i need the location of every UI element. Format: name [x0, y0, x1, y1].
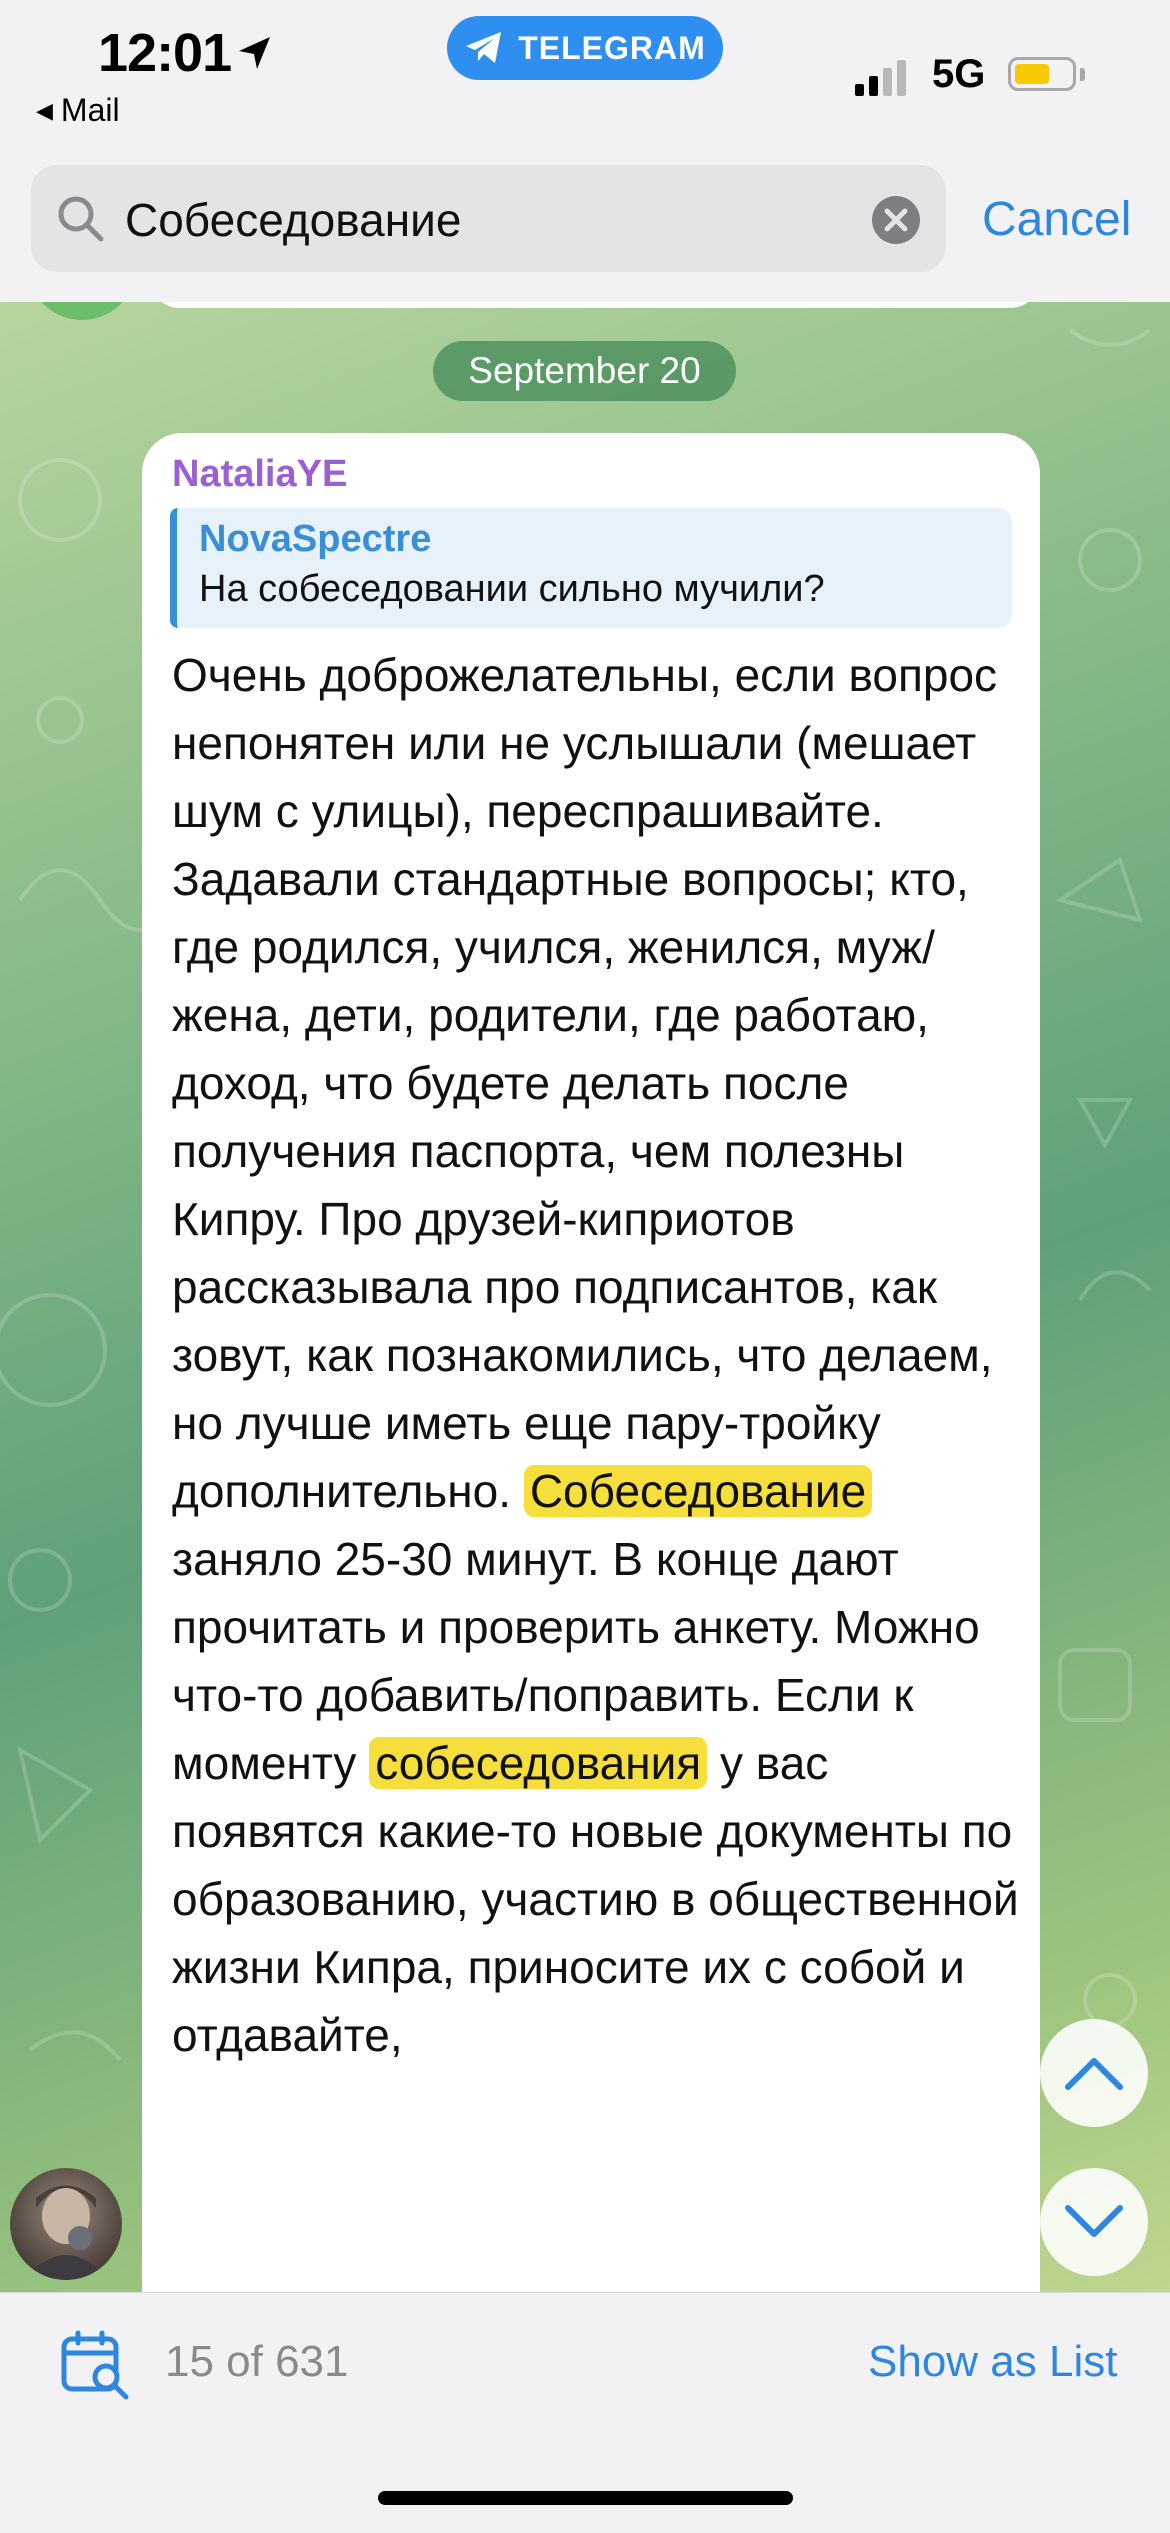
result-counter: 15 of 631	[165, 2337, 349, 2386]
telegram-pill[interactable]	[447, 16, 723, 80]
back-to-mail-link[interactable]	[36, 92, 120, 129]
avatar[interactable]	[10, 2168, 122, 2280]
battery-nub	[1080, 68, 1085, 81]
location-arrow-icon	[236, 34, 274, 72]
message-text	[172, 641, 1022, 2069]
message-text-part: у вас появятся какие-то новые документы по образованию, участию в общественной жизни Кипра, приносите их с собой и отдавайте,	[172, 1737, 1019, 2061]
message-sender[interactable]: NataliaYE	[172, 453, 348, 495]
battery-icon	[1008, 57, 1076, 91]
back-app-label: Mail	[60, 92, 120, 128]
date-chip: September 20	[433, 341, 736, 401]
avatar-photo	[10, 2168, 122, 2280]
home-indicator[interactable]	[378, 2491, 793, 2505]
chevron-down-icon	[1064, 2204, 1124, 2240]
previous-result-button[interactable]	[1040, 2019, 1148, 2127]
clear-icon[interactable]	[871, 195, 921, 245]
search-input[interactable]	[31, 165, 946, 272]
reply-quote[interactable]	[170, 508, 1012, 628]
message-text-part: Очень доброжелательны, если вопрос непонятен или не услышали (мешает шум с улицы), переспрашивайте. Задавали стандартные вопросы; кто, где родился, учился, женился, муж/жена, дети, родители, где работаю, доход, что будете делать после получения паспорта, чем полезны Кипру. Про друзей-киприотов рассказывала про подписантов, как зовут, как познакомились, что делаем, но лучше иметь еще пару-тройку дополнительно.	[172, 649, 998, 1517]
battery-level-fill	[1015, 64, 1049, 84]
message-text-part: заняло 25-30 минут. В конце дают прочитать и проверить анкету. Можно что-то добавить/поправить. Если к моменту	[172, 1533, 980, 1789]
status-time: 12:01	[98, 23, 232, 83]
bottom-bar	[0, 2292, 1170, 2533]
next-result-button[interactable]	[1040, 2168, 1148, 2276]
network-type: 5G	[932, 52, 986, 96]
chevron-up-icon	[1064, 2055, 1124, 2091]
search-highlight: собеседования	[369, 1737, 707, 1789]
show-as-list-button[interactable]: Show as List	[868, 2337, 1118, 2386]
search-row	[0, 150, 1170, 302]
telegram-label: TELEGRAM	[518, 29, 706, 66]
cell-signal-icon	[855, 60, 906, 96]
search-query[interactable]: Собеседование	[125, 194, 462, 246]
message-bubble[interactable]	[142, 433, 1040, 2333]
cancel-button[interactable]: Cancel	[982, 193, 1132, 246]
calendar-search-icon[interactable]	[60, 2329, 132, 2401]
reply-author: NovaSpectre	[199, 518, 432, 560]
status-bar	[0, 0, 1170, 150]
telegram-icon	[464, 30, 504, 66]
reply-text: На собеседовании сильно мучили?	[199, 568, 825, 610]
search-highlight: Собеседование	[524, 1465, 872, 1517]
search-icon	[55, 193, 107, 245]
back-triangle-icon: ◀	[36, 97, 53, 123]
